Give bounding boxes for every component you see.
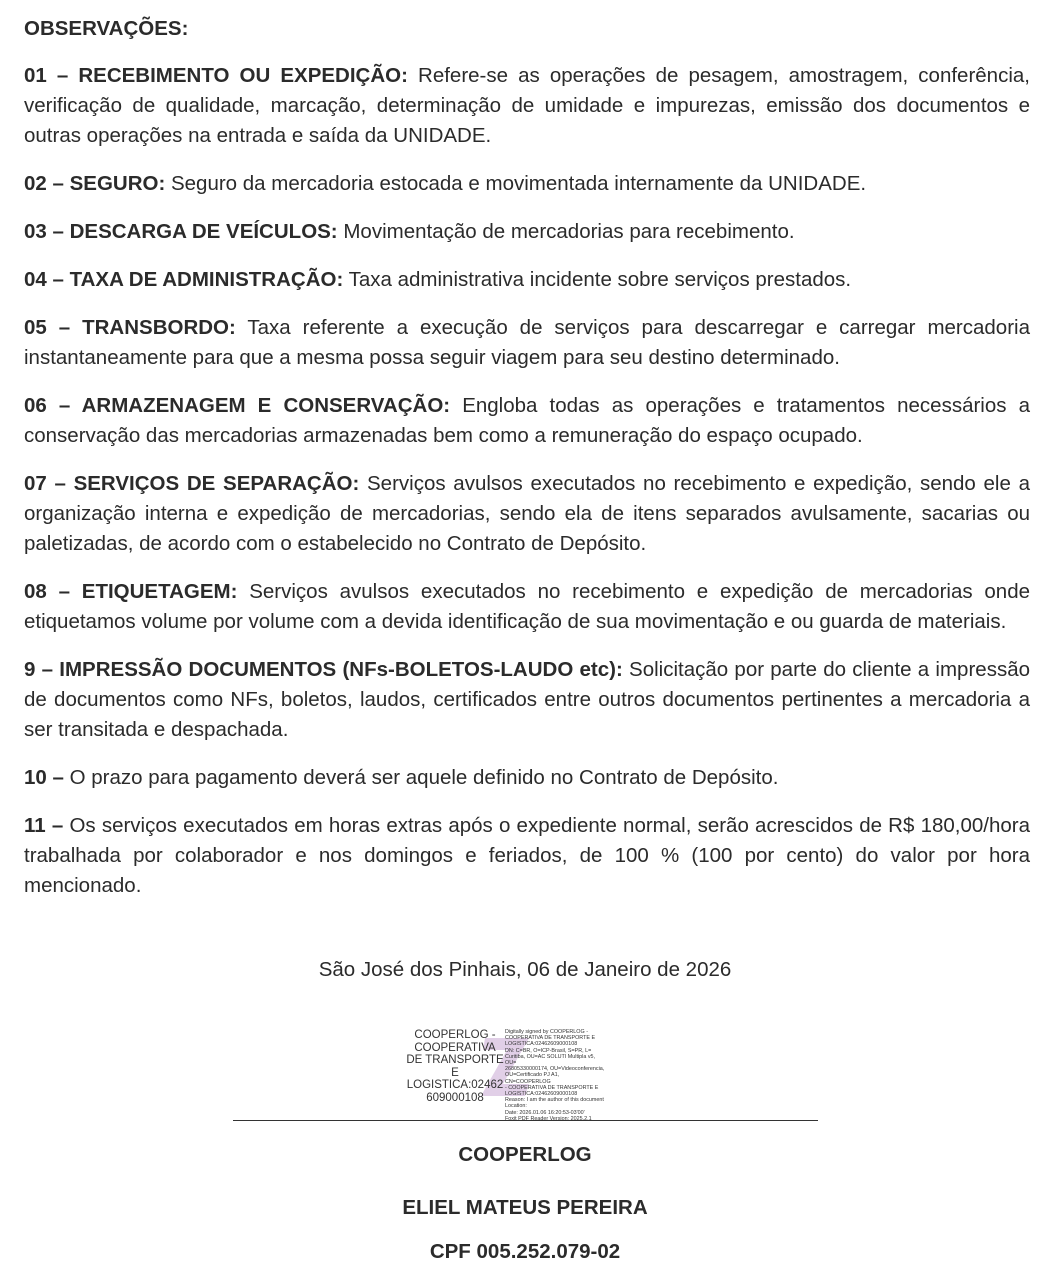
signer-company: COOPERLOG xyxy=(458,1143,592,1166)
signer-name xyxy=(405,1029,505,1105)
observation-text: Serviços avulsos executados no recebimento e expedição, sendo ele a organização interna e expedição de mercadorias, sendo ela de itens separados avulsamente, sacarias ou paletizadas, de acordo com o estabelecido no Contrato de Depósito. xyxy=(24,472,1030,555)
observation-item-06 xyxy=(24,391,1030,451)
signature-detail-line: Foxit PDF Reader Version: 2025.2.1 xyxy=(505,1115,592,1122)
observation-text: Engloba todas as operações e tratamentos necessários a conservação das mercadorias armazenadas bem como a remuneração do espaço ocupado. xyxy=(24,394,1030,448)
observation-label: 01 – RECEBIMENTO OU EXPEDIÇÃO: xyxy=(24,64,408,87)
signature-detail-line: LOGISTICA:02462609000108 xyxy=(505,1091,578,1098)
observation-text: Os serviços executados em horas extras após o expediente normal, serão acrescidos de R$ 180,00/hora trabalhada por colaborador e nos domingos e feriados, de 100 % (100 por cento) do valor por hora mencionado. xyxy=(24,814,1030,897)
observation-label: 05 – TRANSBORDO: xyxy=(24,316,236,340)
signer-name-line: COOPERLOG - xyxy=(414,1029,496,1041)
signer-name-line: COOPERATIVA xyxy=(414,1041,496,1054)
observation-label: 02 – SEGURO: xyxy=(24,171,166,195)
digital-signature-block xyxy=(405,1028,655,1122)
observation-text: O prazo para pagamento deverá ser aquele definido no Contrato de Depósito. xyxy=(63,765,779,789)
signer-name-line: E xyxy=(451,1066,459,1079)
signature-detail-line: - COOPERATIVA DE TRANSPORTE E xyxy=(505,1084,599,1091)
observation-item-03 xyxy=(24,217,1030,247)
observation-label: 06 – ARMAZENAGEM E CONSERVAÇÃO: xyxy=(24,394,451,418)
place-and-date: São José dos Pinhais, 06 de Janeiro de 2026 xyxy=(318,958,732,981)
signer-cpf: CPF 005.252.079-02 xyxy=(429,1240,621,1263)
observation-label: 08 – ETIQUETAGEM: xyxy=(24,580,238,604)
signature-detail-line: Digitally signed by COOPERLOG - xyxy=(505,1029,588,1035)
signature-detail-line: LOGISTICA:02462609000108 xyxy=(505,1041,578,1048)
observations-section xyxy=(24,14,1030,919)
observation-text: Taxa administrativa incidente sobre serviços prestados. xyxy=(343,268,852,292)
observation-item-09 xyxy=(24,655,1030,744)
observation-item-05 xyxy=(24,313,1030,373)
observation-text: Movimentação de mercadorias para recebimento. xyxy=(337,219,795,243)
observation-item-10 xyxy=(24,763,1030,793)
observation-label: 07 – SERVIÇOS DE SEPARAÇÃO: xyxy=(24,472,360,496)
observation-text: Taxa referente a execução de serviços para descarregar e carregar mercadoria instantaneamente para que a mesma possa seguir viagem para seu destino determinado. xyxy=(24,316,1030,370)
observation-label: 04 – TAXA DE ADMINISTRAÇÃO: xyxy=(24,268,344,292)
signature-detail-line: Curitiba, OU=AC SOLUTI Multipla v5, OU= xyxy=(505,1053,596,1067)
observation-text: Serviços avulsos executados no recebimento e expedição de mercadorias onde etiquetamos volume por volume com a devida identificação de sua movimentação e ou guarda de materiais. xyxy=(24,580,1030,633)
observation-text: Solicitação por parte do cliente a impressão de documentos como NFs, boletos, laudos, certificados entre outros documentos pertinentes a mercadoria a ser transitada e despachada. xyxy=(24,658,1030,741)
observation-item-08 xyxy=(24,577,1030,637)
signature-details xyxy=(505,1029,605,1122)
observation-label: 11 – xyxy=(24,814,64,838)
observation-label: 03 – DESCARGA DE VEÍCULOS: xyxy=(24,219,338,243)
observation-item-11 xyxy=(24,811,1030,900)
observation-item-02 xyxy=(24,169,1030,199)
observation-item-04 xyxy=(24,265,1030,295)
signer-name-line: DE TRANSPORTE xyxy=(406,1054,504,1067)
observation-label: 10 – xyxy=(24,765,64,789)
observation-item-01 xyxy=(24,61,1030,150)
observation-label: 9 – IMPRESSÃO DOCUMENTOS (NFs-BOLETOS-LAUDO etc): xyxy=(24,658,623,682)
signature-detail-line: OU=Certificado PJ A1, CN=COOPERLOG xyxy=(505,1072,560,1085)
observation-item-07 xyxy=(24,469,1030,558)
signature-detail-line: COOPERATIVA DE TRANSPORTE E xyxy=(505,1035,596,1042)
observations-title: OBSERVAÇÕES: xyxy=(24,17,189,40)
signature-detail-line: 26805330000174, OU=Videoconferencia, xyxy=(505,1066,605,1073)
signature-detail-line: Location: xyxy=(505,1103,527,1110)
observations-list xyxy=(24,61,1030,900)
signer-person: ELIEL MATEUS PEREIRA xyxy=(402,1196,648,1219)
signature-detail-line: Reason: I am the author of this document xyxy=(505,1097,604,1104)
signer-name-line: 609000108 xyxy=(426,1091,484,1104)
observation-text: Seguro da mercadoria estocada e movimentada internamente da UNIDADE. xyxy=(165,171,867,195)
observation-text: Refere-se as operações de pesagem, amostragem, conferência, verificação de qualidade, marcação, determinação de umidade e impurezas, emissão dos documentos e outras operações na entrada e saída da UNIDADE. xyxy=(24,64,1030,147)
signature-detail-line: DN: C=BR, O=ICP-Brasil, S=PR, L= xyxy=(505,1047,592,1054)
signature-line xyxy=(233,1120,818,1121)
signer-name-line: LOGISTICA:02462 xyxy=(406,1079,504,1092)
signature-detail-line: Date: 2026.01.06 16:20:53-03'00' xyxy=(505,1109,585,1116)
